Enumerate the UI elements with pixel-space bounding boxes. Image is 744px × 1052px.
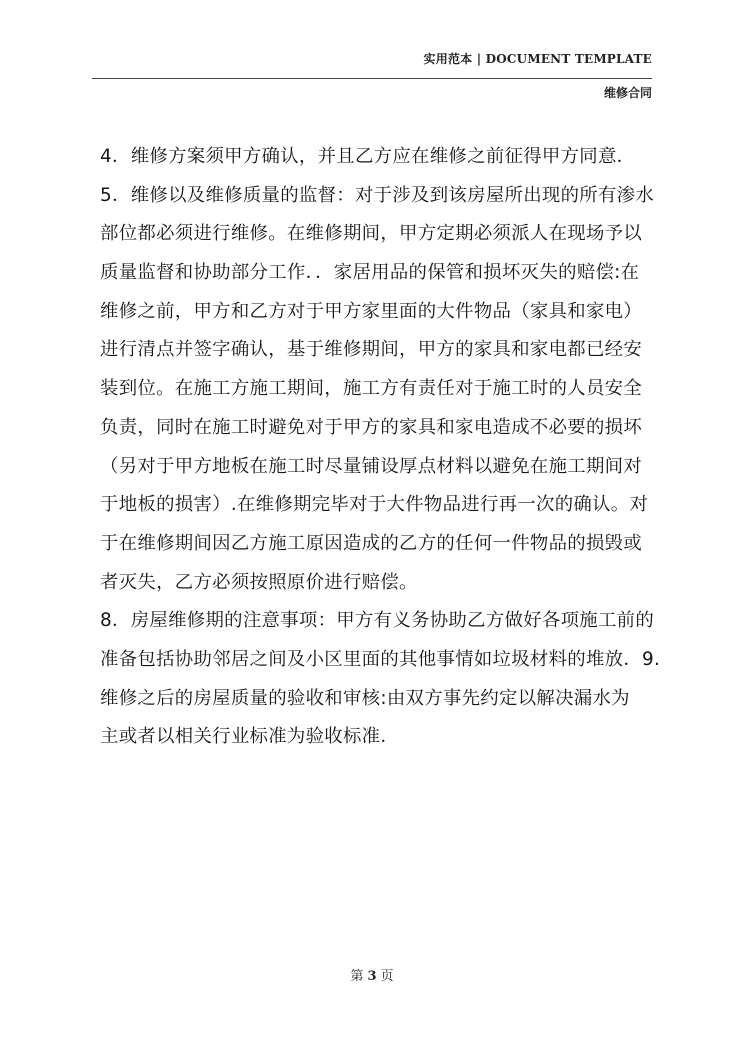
page-number-value: 3 [367,969,377,984]
page-suffix: 页 [380,969,394,984]
body-line: 主或者以相关行业标准为验收标准． [100,726,400,748]
body-line: 负责，同时在施工时避免对于甲方的家具和家电造成不必要的损坏 [100,416,643,438]
body-line: （另对于甲方地板在施工时尽量铺设厚点材料以避免在施工期间对 [100,455,643,477]
header-title: 实用范本 | DOCUMENT TEMPLATE [423,52,652,66]
body-line: 于地板的损害）.在维修期完毕对于大件物品进行再一次的确认。对 [100,494,649,516]
body-line: 于在维修期间因乙方施工原因造成的乙方的任何一件物品的损毁或 [100,532,643,554]
body-line: 4．维修方案须甲方确认，并且乙方应在维修之前征得甲方同意． [100,146,636,167]
document-name: 维修合同 [603,86,652,100]
page-prefix: 第 [350,969,364,984]
body-line: 8．房屋维修期的注意事项：甲方有义务协助乙方做好各项施工前的 [100,610,655,632]
body-line: 维修之前，甲方和乙方对于甲方家里面的大件物品（家具和家电） [100,300,643,322]
body-line: 者灭失，乙方必须按照原价进行赔偿。 [100,571,418,593]
body-line: 维修之后的房屋质量的验收和审核:由双方事先约定以解决漏水为 [100,687,630,709]
body-line: 5．维修以及维修质量的监督：对于涉及到该房屋所出现的所有渗水 [100,184,655,206]
page-number [0,965,744,984]
header-divider [92,78,652,79]
contract-body [100,138,661,757]
body-line: 质量监督和协助部分工作．．家居用品的保管和损坏灭失的赔偿:在 [100,262,640,284]
body-line: 装到位。在施工方施工期间，施工方有责任对于施工时的人员安全 [100,378,643,400]
body-line: 准备包括协助邻居之间及小区里面的其他事情如垃圾材料的堆放．9. [100,648,661,670]
body-line: 部位都必须进行维修。在维修期间，甲方定期必须派人在现场予以 [100,223,643,245]
body-line: 进行清点并签字确认，基于维修期间，甲方的家具和家电都已经安 [100,339,643,361]
